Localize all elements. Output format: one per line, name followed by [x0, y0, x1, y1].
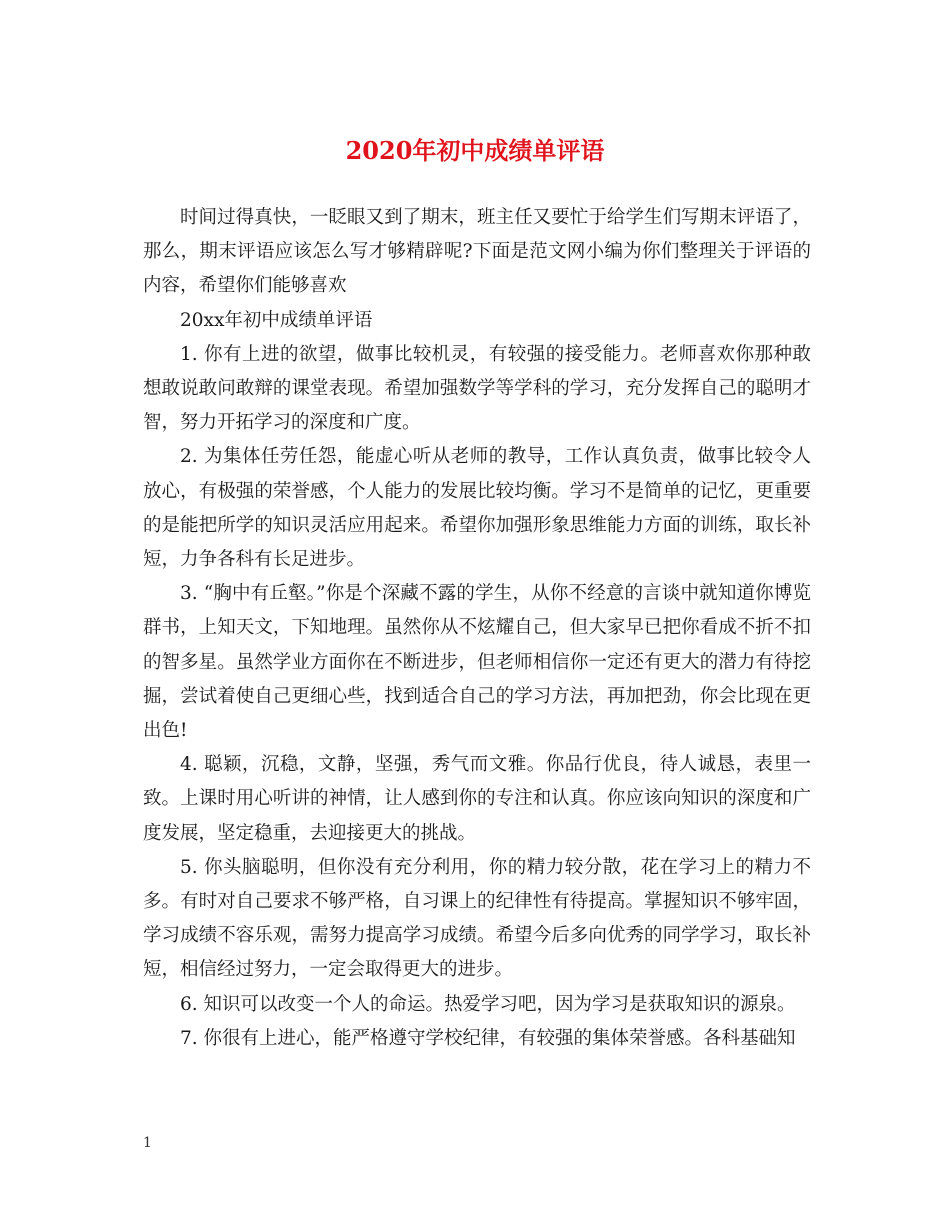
section-heading: 20xx年初中成绩单评语 — [180, 309, 373, 331]
comment-paragraph-1: 1. 你有上进的欲望，做事比较机灵，有较强的接受能力。老师喜欢你那种敢想敢说敢问敢辩的课堂表现。希望加强数学等学科的学习，充分发挥自己的聪明才智，努力开拓学习的深度和广度。 — [143, 343, 811, 434]
comment-paragraph-2: 2. 为集体任劳任怨，能虚心听从老师的教导，工作认真负责，做事比较令人放心，有极强的荣誉感，个人能力的发展比较均衡。学习不是简单的记忆，更重要的是能把所学的知识灵活应用起来。希望你加强形象思维能力方面的训练，取长补短，力争各科有长足进步。 — [143, 446, 811, 571]
comment-paragraph-3: 3. “胸中有丘壑。”你是个深藏不露的学生，从你不经意的言谈中就知道你博览群书，上知天文，下知地理。虽然你从不炫耀自己，但大家早已把你看成不折不扣的智多星。虽然学业方面你在不断进步，但老师相信你一定还有更大的潜力有待挖掘，尝试着使自己更细心些，找到适合自己的学习方法，再加把劲，你会比现在更出色! — [143, 583, 811, 742]
comment-paragraph-6: 6. 知识可以改变一个人的命运。热爱学习吧，因为学习是获取知识的源泉。 — [180, 993, 796, 1015]
intro-paragraph: 时间过得真快，一眨眼又到了期末，班主任又要忙于给学生们写期末评语了，那么，期末评语应该怎么写才够精辟呢?下面是范文网小编为你们整理关于评语的内容，希望你们能够喜欢 — [143, 207, 811, 297]
comment-paragraph-5: 5. 你头脑聪明，但你没有充分利用，你的精力较分散，花在学习上的精力不多。有时对自己要求不够严格，自习课上的纪律性有待提高。掌握知识不够牢固，学习成绩不容乐观，需努力提高学习成绩。希望今后多向优秀的同学学习，取长补短，相信经过努力，一定会取得更大的进步。 — [143, 856, 811, 981]
page-number: 1 — [143, 1135, 152, 1151]
document-title: 2020年初中成绩单评语 — [345, 136, 605, 165]
comment-paragraph-4: 4. 聪颖，沉稳，文静，坚强，秀气而文雅。你品行优良，待人诚恳，表里一致。上课时用心听讲的神情，让人感到你的专注和认真。你应该向知识的深度和广度发展，坚定稳重，去迎接更大的挑战。 — [143, 754, 811, 844]
document-body — [143, 201, 811, 1056]
comment-paragraph-7: 7. 你很有上进心，能严格遵守学校纪律，有较强的集体荣誉感。各科基础知 — [180, 1027, 796, 1049]
